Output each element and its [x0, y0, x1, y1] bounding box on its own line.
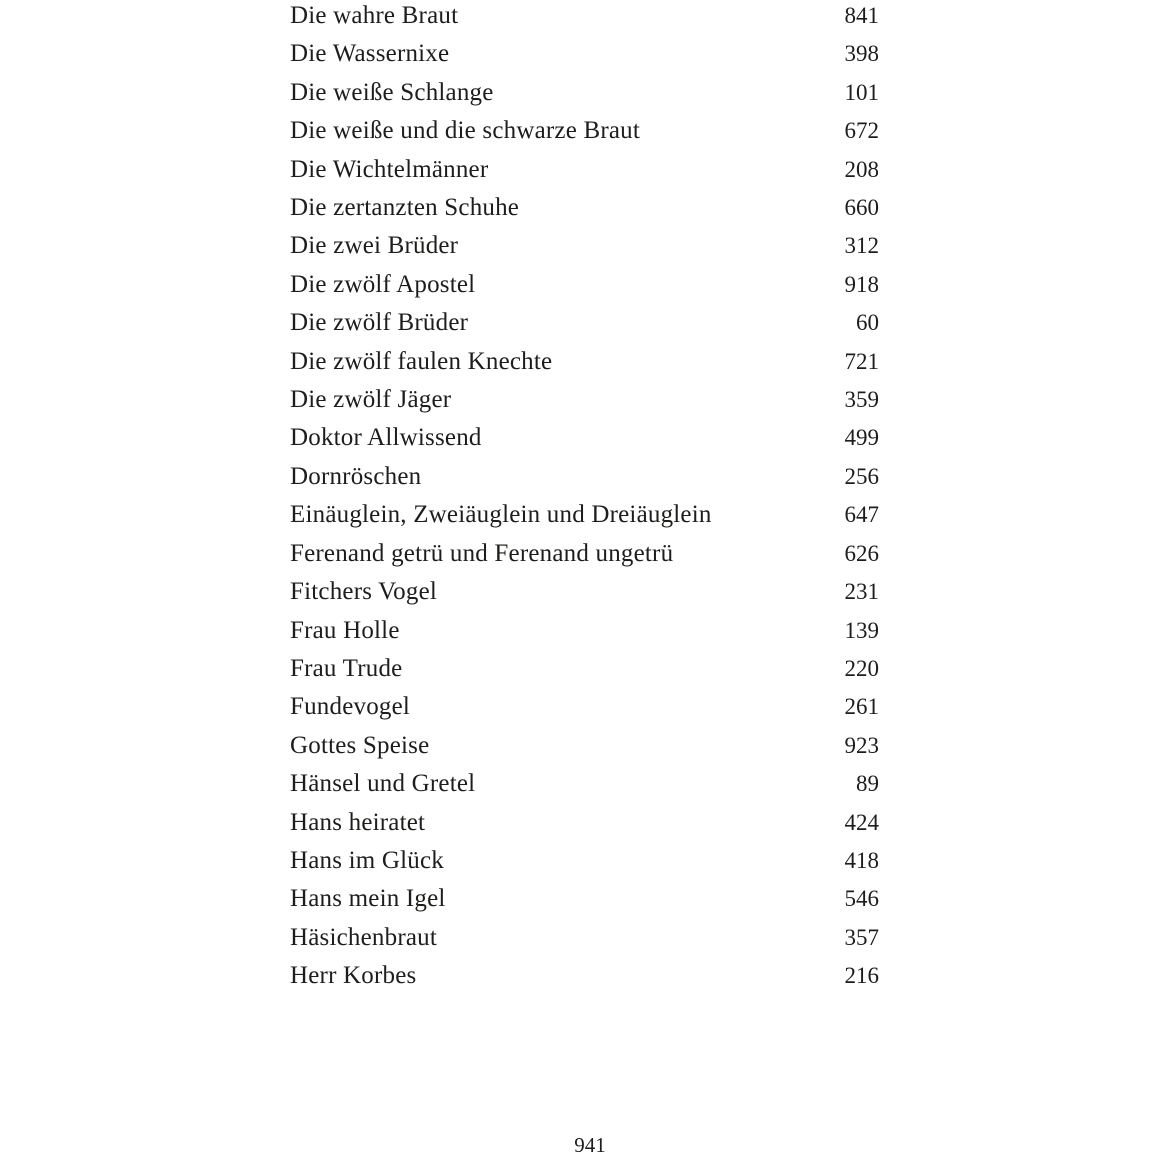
toc-entry-page-number: 357: [844, 924, 879, 950]
toc-entry-page-number: 418: [844, 847, 879, 873]
toc-entry: [290, 688, 879, 726]
toc-entry-title: Frau Trude: [290, 654, 403, 682]
toc-entry-page-number: 841: [844, 3, 879, 28]
toc-entry: [290, 0, 879, 35]
toc-entry: [290, 957, 879, 995]
toc-entry-page-number: 424: [844, 809, 879, 835]
toc-entry-title: Die zwölf faulen Knechte: [290, 347, 553, 375]
toc-entry-title: Die zwölf Apostel: [290, 270, 476, 298]
toc-entry: [290, 74, 879, 112]
toc-entry: [290, 189, 879, 227]
toc-entry-title: Die weiße Schlange: [290, 78, 494, 106]
toc-entry: [290, 650, 879, 688]
toc-entry: [290, 151, 879, 189]
toc-list: [290, 0, 879, 996]
toc-entry-title: Die weiße und die schwarze Braut: [290, 117, 641, 145]
toc-entry: [290, 535, 879, 573]
folio-page-number: 941: [574, 1133, 606, 1157]
toc-entry: [290, 227, 879, 265]
toc-entry-page-number: 546: [844, 886, 879, 912]
toc-entry-page-number: 101: [844, 79, 879, 105]
toc-entry-page-number: 89: [856, 771, 879, 797]
toc-entry-title: Die zertanzten Schuhe: [290, 194, 520, 222]
toc-entry: [290, 842, 879, 880]
toc-entry-page-number: 398: [844, 41, 879, 67]
toc-entry: [290, 496, 879, 534]
toc-entry-title: Ferenand getrü und Ferenand ungetrü: [290, 539, 674, 567]
toc-entry-page-number: 216: [844, 963, 879, 989]
toc-entry: [290, 112, 879, 150]
toc-entry-page-number: 312: [844, 233, 879, 259]
toc-entry-page-number: 60: [856, 310, 879, 336]
toc-entry-title: Gottes Speise: [290, 731, 430, 759]
toc-entry-title: Häsichenbraut: [290, 923, 437, 951]
toc-entry-page-number: 359: [844, 387, 879, 413]
page-footer: [290, 1133, 890, 1158]
toc-entry-page-number: 660: [844, 195, 879, 221]
toc-entry-title: Die wahre Braut: [290, 2, 459, 29]
toc-entry: [290, 573, 879, 611]
toc-entry: [290, 343, 879, 381]
toc-entry-title: Die Wassernixe: [290, 40, 450, 68]
toc-entry-page-number: 139: [844, 617, 879, 643]
toc-entry: [290, 458, 879, 496]
toc-entry-page-number: 626: [844, 540, 879, 566]
toc-entry-page-number: 647: [844, 502, 879, 528]
toc-entry-title: Einäuglein, Zweiäuglein und Dreiäuglein: [290, 501, 712, 529]
toc-entry-title: Fitchers Vogel: [290, 578, 438, 606]
toc-entry-page-number: 220: [844, 655, 879, 681]
toc-entry-title: Herr Korbes: [290, 962, 417, 990]
toc-entry: [290, 304, 879, 342]
toc-entry-title: Dornröschen: [290, 462, 422, 490]
toc-entry: [290, 612, 879, 650]
toc-entry-title: Hänsel und Gretel: [290, 770, 476, 798]
toc-entry-title: Frau Holle: [290, 616, 400, 644]
toc-entry-title: Hans heiratet: [290, 808, 426, 836]
toc-entry: [290, 381, 879, 419]
toc-entry-title: Doktor Allwissend: [290, 424, 482, 452]
toc-entry: [290, 35, 879, 73]
toc-entry: [290, 266, 879, 304]
toc-entry-page-number: 256: [844, 463, 879, 489]
toc-entry-page-number: 918: [844, 271, 879, 297]
toc-entry-title: Die zwölf Brüder: [290, 309, 469, 337]
toc-entry-page-number: 231: [844, 579, 879, 605]
toc-entry: [290, 880, 879, 918]
toc-entry-title: Hans mein Igel: [290, 885, 446, 913]
toc-entry-page-number: 672: [844, 118, 879, 144]
toc-entry-title: Die zwölf Jäger: [290, 386, 452, 414]
toc-entry-title: Die Wichtelmänner: [290, 155, 489, 183]
toc-entry-page-number: 208: [844, 156, 879, 182]
toc-entry: [290, 727, 879, 765]
toc-entry-page-number: 499: [844, 425, 879, 451]
toc-entry: [290, 419, 879, 457]
toc-entry: [290, 919, 879, 957]
toc-entry-page-number: 721: [844, 348, 879, 374]
toc-entry-page-number: 261: [844, 694, 879, 720]
toc-entry: [290, 804, 879, 842]
toc-entry: [290, 765, 879, 803]
toc-entry-page-number: 923: [844, 732, 879, 758]
toc-entry-title: Hans im Glück: [290, 846, 444, 874]
toc-entry-title: Die zwei Brüder: [290, 232, 459, 260]
toc-entry-title: Fundevogel: [290, 693, 411, 721]
